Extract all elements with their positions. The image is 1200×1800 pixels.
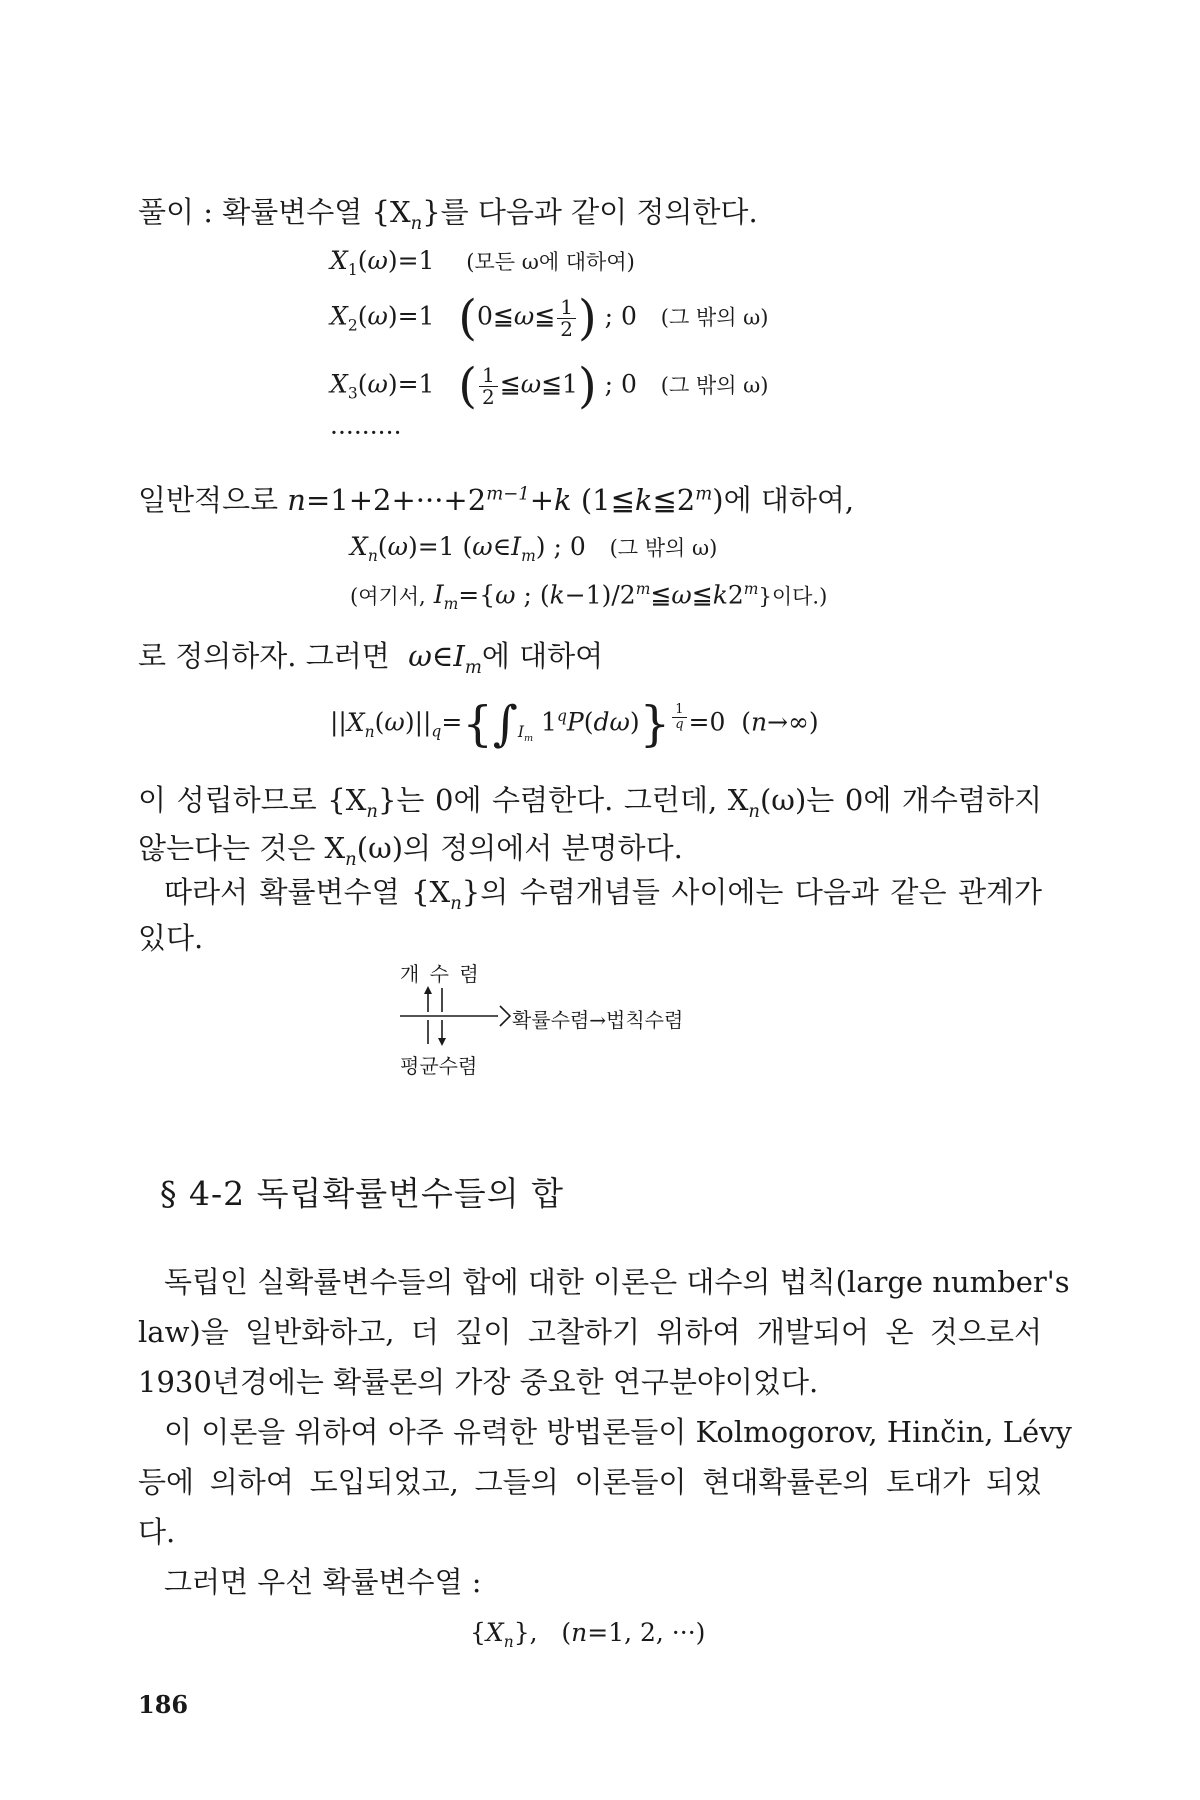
para2-line-1: 이 이론을 위하여 아주 유력한 방법론들이 Kolmogorov, Hinčin, Lévy bbox=[164, 1415, 1072, 1449]
sequence-equation: $\{X_n\}$, (n=1, 2, ···) bbox=[470, 1618, 706, 1651]
therefore-line-2: 있다. bbox=[138, 921, 204, 955]
para1-line-3: 1930년경에는 확률론의 가장 중요한 연구분야이었다. bbox=[138, 1365, 819, 1399]
para1-line-2: law)을 일반화하고, 더 깊이 고찰하기 위하여 개발되어 온 것으로서 bbox=[138, 1315, 1042, 1349]
def-x1: $X_1(\omega)=1$ (모든 ω에 대하여) bbox=[330, 246, 635, 279]
solution-intro: 풀이 : 확률변수열 $\{X_n\}$를 다음과 같이 정의한다. bbox=[138, 195, 758, 234]
section-heading: § 4-2 독립확률변수들의 합 bbox=[160, 1174, 565, 1213]
diagram-top-label: 개 수 렴 bbox=[400, 962, 481, 986]
def-dots: ········· bbox=[330, 418, 402, 447]
def-im: (여기서, $I_m=\{\omega$ ; $(k-1)/2^m≦\omega≦k2^m$}이다.) bbox=[350, 580, 828, 614]
page-number: 186 bbox=[138, 1690, 189, 1719]
converge-line-2: 않는다는 것은 $X_n(\omega)$의 정의에서 분명하다. bbox=[138, 831, 683, 870]
para2-line-3: 다. bbox=[138, 1515, 176, 1549]
diagram-bottom-label: 평균수렴 bbox=[400, 1054, 478, 1078]
diagram-right-label: 확률수렴→법칙수렴 bbox=[512, 1008, 684, 1032]
para1-line-1: 독립인 실확률변수들의 합에 대한 이론은 대수의 법칙(large number's bbox=[164, 1265, 1070, 1299]
para3: 그러면 우선 확률변수열 : bbox=[164, 1565, 482, 1599]
norm-equation: $||X_n(\omega)||_q=\{\int_{I_m}$ 1$^q$P(dω)} $^{\frac{1}{q}}$ =0 (n→∞) bbox=[330, 696, 819, 752]
define-line: 로 정의하자. 그러면 $\omega\in I_m$에 대하여 bbox=[138, 639, 604, 678]
def-xn: $X_n(\omega)=1$ $(\omega\in I_m)$ ; 0 (그 밖의 ω) bbox=[350, 532, 718, 565]
convergence-diagram bbox=[400, 958, 760, 1078]
converge-line-1: 이 성립하므로 $\{X_n\}$는 0에 수렴한다. 그런데, $X_n(\omega)$는 0에 개수렴하지 bbox=[138, 783, 1042, 822]
general-case: 일반적으로 $n=1+2+\cdot\cdot\cdot+2^{m-1}+k$ (1≦k≦2$^m$)에 대하여, bbox=[138, 483, 855, 517]
therefore-line-1: 따라서 확률변수열 $\{X_n\}$의 수렴개념들 사이에는 다음과 같은 관계가 bbox=[164, 875, 1042, 914]
para2-line-2: 등에 의하여 도입되었고, 그들의 이론들이 현대확률론의 토대가 되었 bbox=[138, 1465, 1042, 1499]
def-x2: $X_2(\omega)=1$ (0≦ω≦ $\frac{1}{2}$ ) ; 0 (그 밖의 ω) bbox=[330, 290, 769, 346]
def-x3: $X_3(\omega)=1$ ( $\frac{1}{2}$ ≦ω≦1) ; 0 (그 밖의 ω) bbox=[330, 358, 769, 414]
